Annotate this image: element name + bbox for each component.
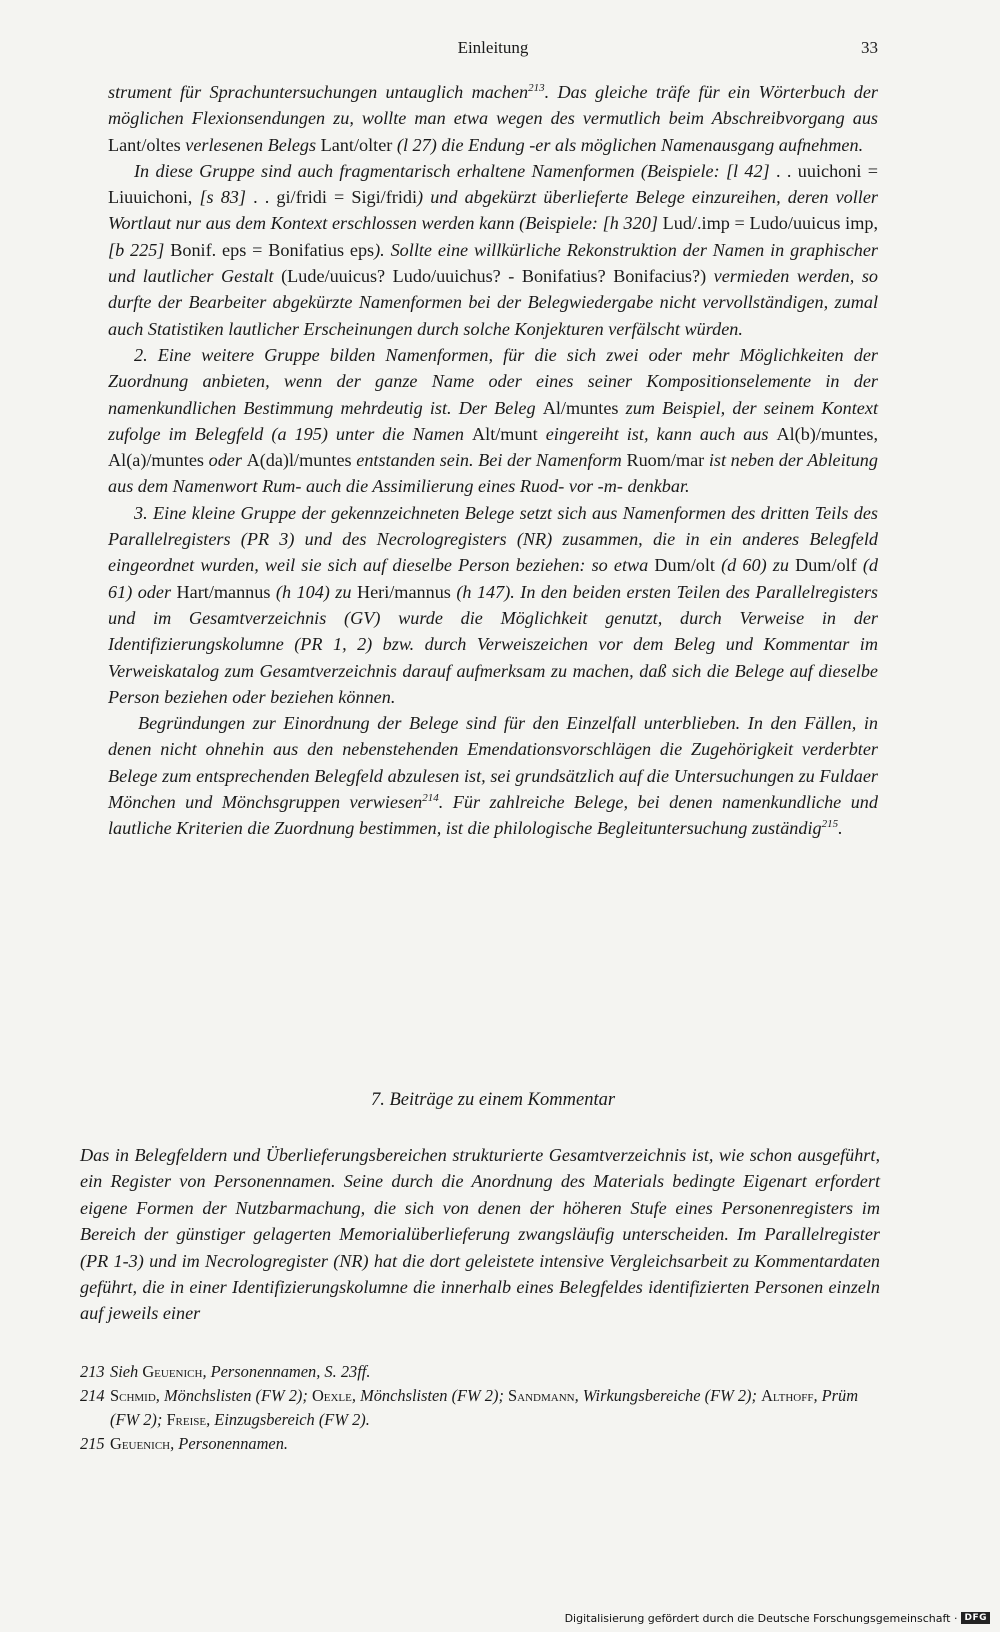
author-name: Oexle (311, 1386, 352, 1405)
text-run: . Das gleiche träfe für ein Wörterbuch der möglichen Flexionsendungen zu, wollte man etwa wegen des vermutlich beim Abschreibvorgang aus (108, 82, 878, 129)
section-heading: 7. Beiträge zu einem Kommentar (370, 1090, 616, 1110)
text-run: ) und abgekürzt überlieferte Belege einzureihen, deren voller Wortlaut nur aus dem Kontext erschlossen werden kann (Beispiele: [h 320] (108, 187, 879, 234)
text-run: , Einzugsbereich (FW 2). (206, 1410, 370, 1429)
text-run: ). Sollte eine willkürliche Rekonstruktion der Namen in graphischer und lautlicher Gestalt (108, 239, 879, 287)
footnote-text (110, 1360, 370, 1384)
name-form: Lud/.imp = Ludo/uuicus imp, (662, 213, 878, 234)
body-text (108, 79, 878, 842)
paragraph (108, 342, 878, 500)
name-form: . . uuichoni = Liuuichoni, (108, 160, 878, 208)
text-run: , Wirkungsbereiche (FW 2); (574, 1386, 762, 1405)
text-run: 2. Eine weitere Gruppe bilden Namenformen, für die sich zwei oder mehr Möglichkeiten der Zuordnung anbieten, wenn der ganze Name oder eines seiner Kompositionselemente in der namenkundlichen Bestimmung mehrdeutig ist. Der Beleg (108, 344, 878, 418)
text-run: (d 60) zu (715, 555, 796, 576)
footnote-ref: 213 (528, 81, 545, 94)
author-name: Geuenich (110, 1434, 171, 1453)
text-run: (h 104) zu (270, 581, 357, 602)
text-run: strument für Sprachuntersuchungen untauglich machen (108, 82, 529, 102)
footnote (80, 1384, 880, 1432)
name-form: Al/muntes (542, 397, 619, 418)
text-run: In diese Gruppe sind auch fragmentarisch erhaltene Namenformen (Beispiele: [l 42] (134, 160, 777, 181)
footnote (80, 1432, 880, 1456)
text-run: vermieden werden, so durfte der Bearbeiter abgekürzte Namenformen bei der Belegwiedergabe nicht vervollständigen, zumal auch Statistiken lautlicher Erscheinungen durch solche Konjekturen verfälscht würden. (108, 266, 878, 339)
name-form: A(da)l/muntes (246, 450, 352, 471)
text-run: Sieh (110, 1362, 143, 1381)
text-run: , Personennamen. (170, 1434, 289, 1453)
name-form: Ruom/mar (626, 450, 705, 471)
text-run: verlesenen Belegs (180, 134, 321, 155)
dfg-logo: DFG (961, 1612, 990, 1624)
footnotes (80, 1360, 880, 1456)
page-number: 33 (861, 38, 878, 57)
paragraph: Das in Belegfeldern und Überlieferungsbereichen strukturierte Gesamtverzeichnis ist, wie schon ausgeführt, ein Register von Personennamen. Seine durch die Anordnung des Materials bedingte Eigenart erfordert eigene Formen der Nutzbarmachung, die sich von denen der höheren Stufe eines Personenregisters im Bereich der günstiger gelagerten Memorialüberlieferung zwangsläufig unterscheiden. Im Parallelregister (PR 1-3) und im Necrologregister (NR) hat die dort geleistete intensive Vergleichsarbeit zu Kommentardaten geführt, die in einer Identifizierungskolumne die innerhalb eines Belegfeldes identifizierten Personen einzeln auf jeweils einer (80, 1145, 880, 1324)
author-name: Freise (166, 1410, 207, 1429)
name-form: Al(b)/muntes, Al(a)/muntes (108, 423, 879, 471)
author-name: Althoff (761, 1386, 814, 1405)
author-name: Geuenich (142, 1362, 203, 1381)
name-form: Alt/munt (472, 423, 538, 444)
section-body (80, 1142, 880, 1327)
running-header (108, 38, 878, 62)
name-form: Lant/oltes (108, 134, 181, 155)
paragraph (108, 79, 878, 158)
text-run: eingereiht ist, kann auch aus (537, 423, 777, 444)
name-form: (Lude/uuicus? Ludo/uuichus? - Bonifatius? Bonifacius?) (281, 266, 707, 287)
text-run: 3. Eine kleine Gruppe der gekennzeichneten Belege setzt sich aus Namenformen des dritten Teils des Parallelregisters (PR 3) und des Necrologregisters (NR) zusammen, die in ein anderes Belegfeld eingeordnet wurden, weil sie sich auf dieselbe Person beziehen: so etwa (108, 502, 878, 576)
name-form: Bonif. eps = Bonifatius eps (170, 239, 375, 260)
text-run: . Für zahlreiche Belege, bei denen namenkundliche und lautliche Kriterien die Zuordnung bestimmen, ist die philologische Begleituntersuchung zuständig (108, 792, 878, 839)
text-run: Begründungen zur Einordnung der Belege sind für den Einzelfall unterblieben. In den Fällen, in denen nicht ohnehin aus den nebenstehenden Emendationsvorschlägen die Zugehörigkeit verderbter Belege zum entsprechenden Belegfeld abzulesen ist, sei grundsätzlich auf die Untersuchungen zu Fuldaer Mönchen und Mönchsgruppen verwiesen (108, 713, 878, 813)
text-run: (l 27) die Endung -er als möglichen Namenausgang aufnehmen. (392, 134, 864, 155)
author-name: Sandmann (508, 1386, 575, 1405)
text-run: oder (203, 450, 247, 471)
footnote-ref: 214 (422, 791, 439, 804)
footnote (80, 1360, 880, 1384)
author-name: Schmid (110, 1386, 156, 1405)
text-run: entstanden sein. Bei der Namenform (351, 450, 627, 471)
footnote-ref: 215 (821, 818, 839, 831)
text-run: , Prüm (FW 2); (110, 1386, 859, 1429)
text-run: (d 61) oder (108, 555, 878, 602)
text-run: [s 83] (192, 187, 254, 208)
digitization-footer (565, 1608, 990, 1628)
text-run: . (838, 818, 843, 839)
name-form: Hart/mannus (176, 581, 271, 602)
text-run: , Mönchslisten (FW 2); (155, 1386, 312, 1405)
text-run: , Mönchslisten (FW 2); (351, 1386, 509, 1405)
paragraph (108, 710, 878, 841)
footnote-text (110, 1384, 880, 1432)
name-form: Lant/olter (320, 134, 393, 155)
running-title: Einleitung (457, 38, 529, 57)
name-form: Dum/olf (795, 555, 857, 576)
name-form: . . gi/fridi = Sigi/fridi (253, 187, 418, 208)
text-run: , Personennamen, S. 23ff. (202, 1362, 371, 1381)
text-run: zum Beispiel, der seinem Kontext zufolge im Belegfeld (a 195) unter die Namen (108, 397, 879, 444)
footnote-number: 213 (80, 1362, 105, 1381)
name-form: Dum/olt (654, 555, 715, 576)
name-form: Heri/mannus (356, 581, 451, 602)
text-run: [b 225] (108, 239, 171, 260)
paragraph (108, 500, 878, 710)
paragraph (108, 158, 878, 342)
footnote-number: 214 (80, 1386, 105, 1405)
text-run: ist neben der Ableitung aus dem Namenwort Rum- auch die Assimilierung eines Ruod- vor -m- denkbar. (108, 450, 878, 497)
footnote-text (110, 1432, 288, 1456)
text-run: (h 147). In den beiden ersten Teilen des Parallelregisters und im Gesamtverzeichnis (GV) wurde die Möglichkeit genutzt, durch Verweise in der Identifizierungskolumne (PR 1, 2) bzw. durch Verweiszeichen vor dem Beleg und Kommentar im Verweiskatalog zum Gesamtverzeichnis darauf aufmerksam zu machen, daß sich die Belege auf dieselbe Person beziehen oder beziehen können. (108, 581, 878, 707)
footnote-number: 215 (80, 1434, 105, 1453)
footer-text: Digitalisierung gefördert durch die Deutsche Forschungsgemeinschaft · (564, 1611, 958, 1625)
